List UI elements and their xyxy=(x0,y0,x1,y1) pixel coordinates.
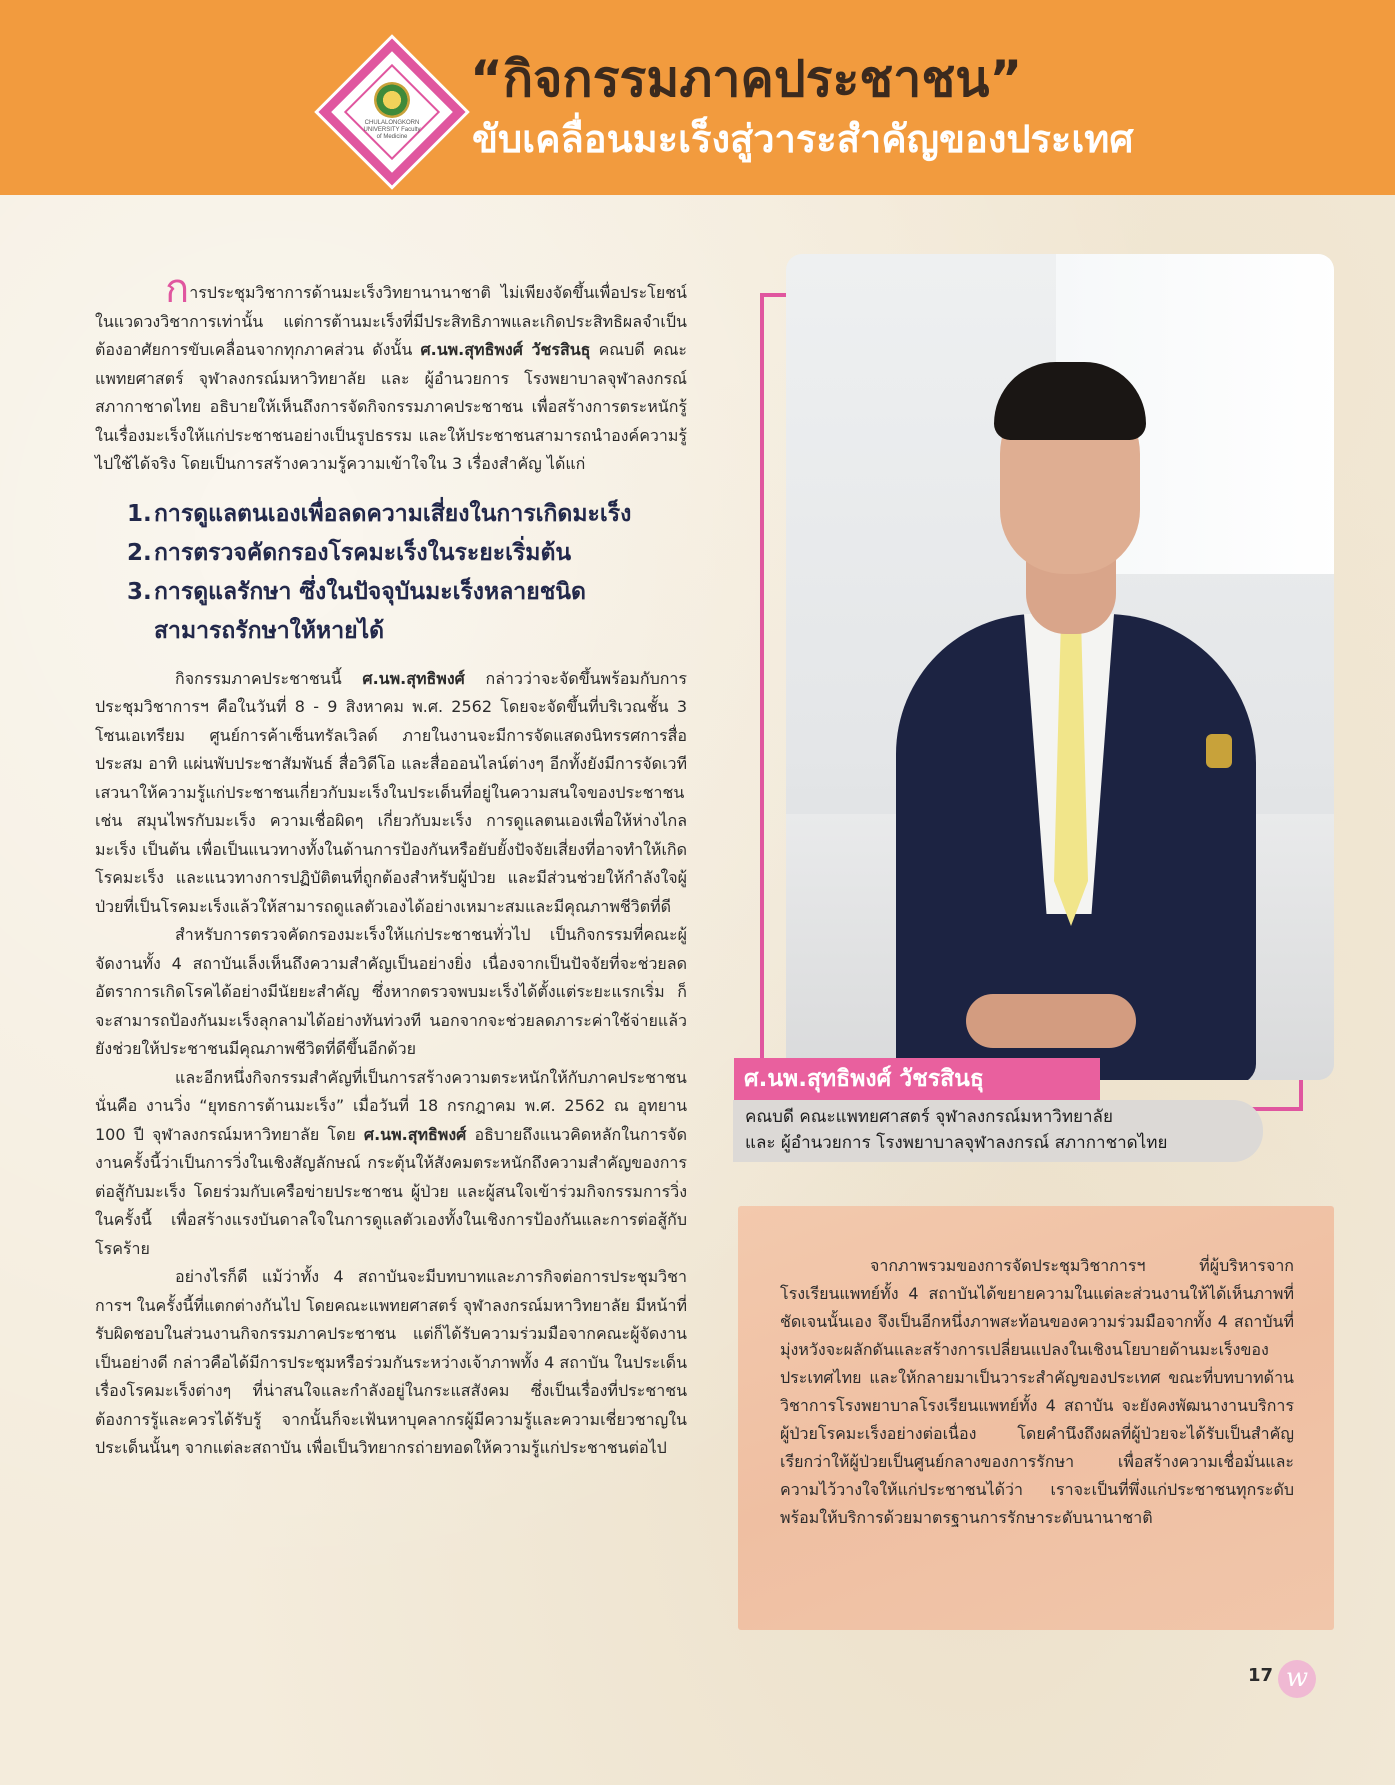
logo-text: CHULALONGKORN UNIVERSITY Faculty of Medicine xyxy=(363,120,421,140)
body-paragraph: และอีกหนึ่งกิจกรรมสำคัญที่เป็นการสร้างความตระหนักให้กับภาคประชาชนนั่นคือ งานวิ่ง “ยุทธการต้านมะเร็ง” เมื่อวันที่ 18 กรกฎาคม พ.ศ. 2562 ณ อุทยาน 100 ปี จุฬาลงกรณ์มหาวิทยาลัย โดย ศ.นพ.สุทธิพงศ์ อธิบายถึงแนวคิดหลักในการจัดงานครั้งนี้ว่าเป็นการวิ่งในเชิงสัญลักษณ์ กระตุ้นให้สังคมตระหนักถึงความสำคัญของการต่อสู้กับมะเร็ง โดยร่วมกับเครือข่ายประชาชน ผู้ป่วย และผู้สนใจเข้าร่วมกิจกรรมการวิ่งในครั้งนี้ เพื่อสร้างแรงบันดาลใจในการดูแลตัวเองทั้งในเชิงการป้องกันและการต่อสู้กับโรคร้าย xyxy=(95,1067,687,1258)
photo-caption-role: คณบดี คณะแพทยศาสตร์ จุฬาลงกรณ์มหาวิทยาลัย และ ผู้อำนวยการ โรงพยาบาลจุฬาลงกรณ์ สภากาชาดไทย xyxy=(733,1100,1263,1162)
person-name: ศ.นพ.สุทธิพงศ์ วัชรสินธุ xyxy=(420,340,591,359)
photo-caption-name: ศ.นพ.สุทธิพงศ์ วัชรสินธุ xyxy=(734,1058,1100,1100)
magazine-logo-icon: w xyxy=(1278,1660,1316,1698)
person-name: ศ.นพ.สุทธิพงศ์ xyxy=(363,1124,467,1144)
article-left-column xyxy=(95,266,688,1463)
article-body xyxy=(95,665,687,1463)
crest-icon xyxy=(374,82,410,118)
intro-text-continued: คณบดี คณะแพทยศาสตร์ จุฬาลงกรณ์มหาวิทยาลัย และ ผู้อำนวยการ โรงพยาบาลจุฬาลงกรณ์ สภากาชาดไทย อธิบายให้เห็นถึงการจัดกิจกรรมภาคประชาชน เพื่อสร้างการตระหนักรู้ในเรื่องมะเร็งให้แก่ประชาชนอย่างเป็นรูปธรรม และให้ประชาชนสามารถนำองค์ความรู้ไปใช้ได้จริง โดยเป็นการสร้างความรู้ความเข้าใจใน 3 เรื่องสำคัญ ได้แก่ xyxy=(95,340,688,473)
dropcap: ก xyxy=(165,266,190,312)
portrait-photo xyxy=(786,254,1334,1080)
list-item: 2.การตรวจคัดกรองโรคมะเร็งในระยะเริ่มต้น xyxy=(127,539,572,566)
faculty-logo xyxy=(318,38,466,186)
person-name: ศ.นพ.สุทธิพงศ์ xyxy=(362,668,465,688)
header-banner xyxy=(0,0,1395,195)
list-item: 1.การดูแลตนเองเพื่อลดความเสี่ยงในการเกิดมะเร็ง xyxy=(127,500,632,527)
intro-text: ารประชุมวิชาการด้านมะเร็งวิทยานานาชาติ ไม่เพียงจัดขึ้นเพื่อประโยชน์ในแวดวงวิชาการเท่านั้น แต่การต้านมะเร็งที่มีประสิทธิภาพและเกิดประสิทธิผลจำเป็นต้องอาศัยการขับเคลื่อนจากทุกภาคส่วน ดังนั้น xyxy=(95,283,687,359)
intro-paragraph xyxy=(95,266,688,479)
page-title: “กิจกรรมภาคประชาชน” xyxy=(470,50,1023,108)
body-paragraph: กิจกรรมภาคประชาชนนี้ ศ.นพ.สุทธิพงศ์ กล่าวว่าจะจัดขึ้นพร้อมกับการประชุมวิชาการฯ คือในวันที่ 8 - 9 สิงหาคม พ.ศ. 2562 โดยจะจัดขึ้นที่บริเวณชั้น 3 โซนเอเทรียม ศูนย์การค้าเซ็นทรัลเวิลด์ ภายในงานจะมีการจัดแสดงนิทรรศการสื่อประสม อาทิ แผ่นพับประชาสัมพันธ์ สื่อวิดีโอ และสื่อออนไลน์ต่างๆ อีกทั้งยังมีการจัดเวทีเสวนาให้ความรู้แก่ประชาชนเกี่ยวกับมะเร็งในประเด็นที่อยู่ในความสนใจของประชาชน เช่น สมุนไพรกับมะเร็ง ความเชื่อผิดๆ เกี่ยวกับมะเร็ง การดูแลตนเองเพื่อให้ห่างไกลมะเร็ง เป็นต้น เพื่อเป็นแนวทางทั้งในด้านการป้องกันหรือยับยั้งปัจจัยเสี่ยงที่อาจทำให้เกิดโรคมะเร็ง และแนวทางการปฏิบัติตนที่ถูกต้องสำหรับผู้ป่วย และมีส่วนช่วยให้กำลังใจผู้ป่วยที่เป็นโรคมะเร็งแล้วให้สามารถดูแลตัวเองได้อย่างเหมาะสมและมีคุณภาพชีวิตที่ดี xyxy=(95,668,687,916)
list-item: 3.การดูแลรักษา ซึ่งในปัจจุบันมะเร็งหลายชนิด สามารถรักษาให้หายได้ xyxy=(127,578,586,644)
summary-box xyxy=(738,1206,1334,1630)
summary-text: จากภาพรวมของการจัดประชุมวิชาการฯ ที่ผู้บริหารจากโรงเรียนแพทย์ทั้ง 4 สถาบันได้ขยายความในแต่ละส่วนงานให้ได้เห็นภาพที่ชัดเจนนั้นเอง จึงเป็นอีกหนึ่งภาพสะท้อนของความร่วมมือจากทั้ง 4 สถาบันที่มุ่งหวังจะผลักดันและสร้างการเปลี่ยนแปลงในเชิงนโยบายด้านมะเร็งของประเทศไทย และให้กลายมาเป็นวาระสำคัญของประเทศ ขณะที่บทบาทด้านวิชาการโรงพยาบาลโรงเรียนแพทย์ทั้ง 4 สถาบัน จะยังคงพัฒนางานบริการผู้ป่วยโรคมะเร็งอย่างต่อเนื่อง โดยคำนึงถึงผลที่ผู้ป่วยจะได้รับเป็นสำคัญ เรียกว่าให้ผู้ป่วยเป็นศูนย์กลางของการรักษา เพื่อสร้างความเชื่อมั่นและความไว้วางใจให้แก่ประชาชนได้ว่า เราจะเป็นที่พึ่งแก่ประชาชนทุกระดับพร้อมให้บริการด้วยมาตรฐานการรักษาระดับนานาชาติ xyxy=(780,1256,1294,1527)
key-topics-list xyxy=(95,495,687,651)
body-paragraph: อย่างไรก็ดี แม้ว่าทั้ง 4 สถาบันจะมีบทบาทและภารกิจต่อการประชุมวิชาการฯ ในครั้งนี้ที่แตกต่างกันไป โดยคณะแพทยศาสตร์ จุฬาลงกรณ์มหาวิทยาลัย มีหน้าที่รับผิดชอบในส่วนงานกิจกรรมภาคประชาชน แต่ก็ได้รับความร่วมมือจากคณะผู้จัดงานเป็นอย่างดี กล่าวคือได้มีการประชุมหรือร่วมกันระหว่างเจ้าภาพทั้ง 4 สถาบัน ในประเด็นเรื่องโรคมะเร็งต่างๆ ที่น่าสนใจและกำลังอยู่ในกระแสสังคม ซึ่งเป็นเรื่องที่ประชาชนต้องการรู้และควรได้รับรู้ จากนั้นก็จะเฟ้นหาบุคลากรผู้มีความรู้และความเชี่ยวชาญในประเด็นนั้นๆ จากแต่ละสถาบัน เพื่อเป็นวิทยากรถ่ายทอดให้ความรู้แก่ประชาชนต่อไป xyxy=(95,1267,687,1457)
page-number: 17 xyxy=(1248,1665,1274,1686)
page-subtitle: ขับเคลื่อนมะเร็งสู่วาระสำคัญของประเทศ xyxy=(472,117,1134,161)
lapel-pin-icon xyxy=(1206,734,1232,768)
body-paragraph: สำหรับการตรวจคัดกรองมะเร็งให้แก่ประชาชนทั่วไป เป็นกิจกรรมที่คณะผู้จัดงานทั้ง 4 สถาบันเล็งเห็นถึงความสำคัญเป็นอย่างยิ่ง เนื่องจากเป็นปัจจัยที่จะช่วยลดอัตราการเกิดโรคได้อย่างมีนัยยะสำคัญ ซึ่งหากตรวจพบมะเร็งได้ตั้งแต่ระยะแรกเริ่ม ก็จะสามารถป้องกันมะเร็งลุกลามได้อย่างทันท่วงที นอกจากจะช่วยลดภาระค่าใช้จ่ายแล้ว ยังช่วยให้ประชาชนมีคุณภาพชีวิตที่ดีขึ้นอีกด้วย xyxy=(95,925,687,1058)
